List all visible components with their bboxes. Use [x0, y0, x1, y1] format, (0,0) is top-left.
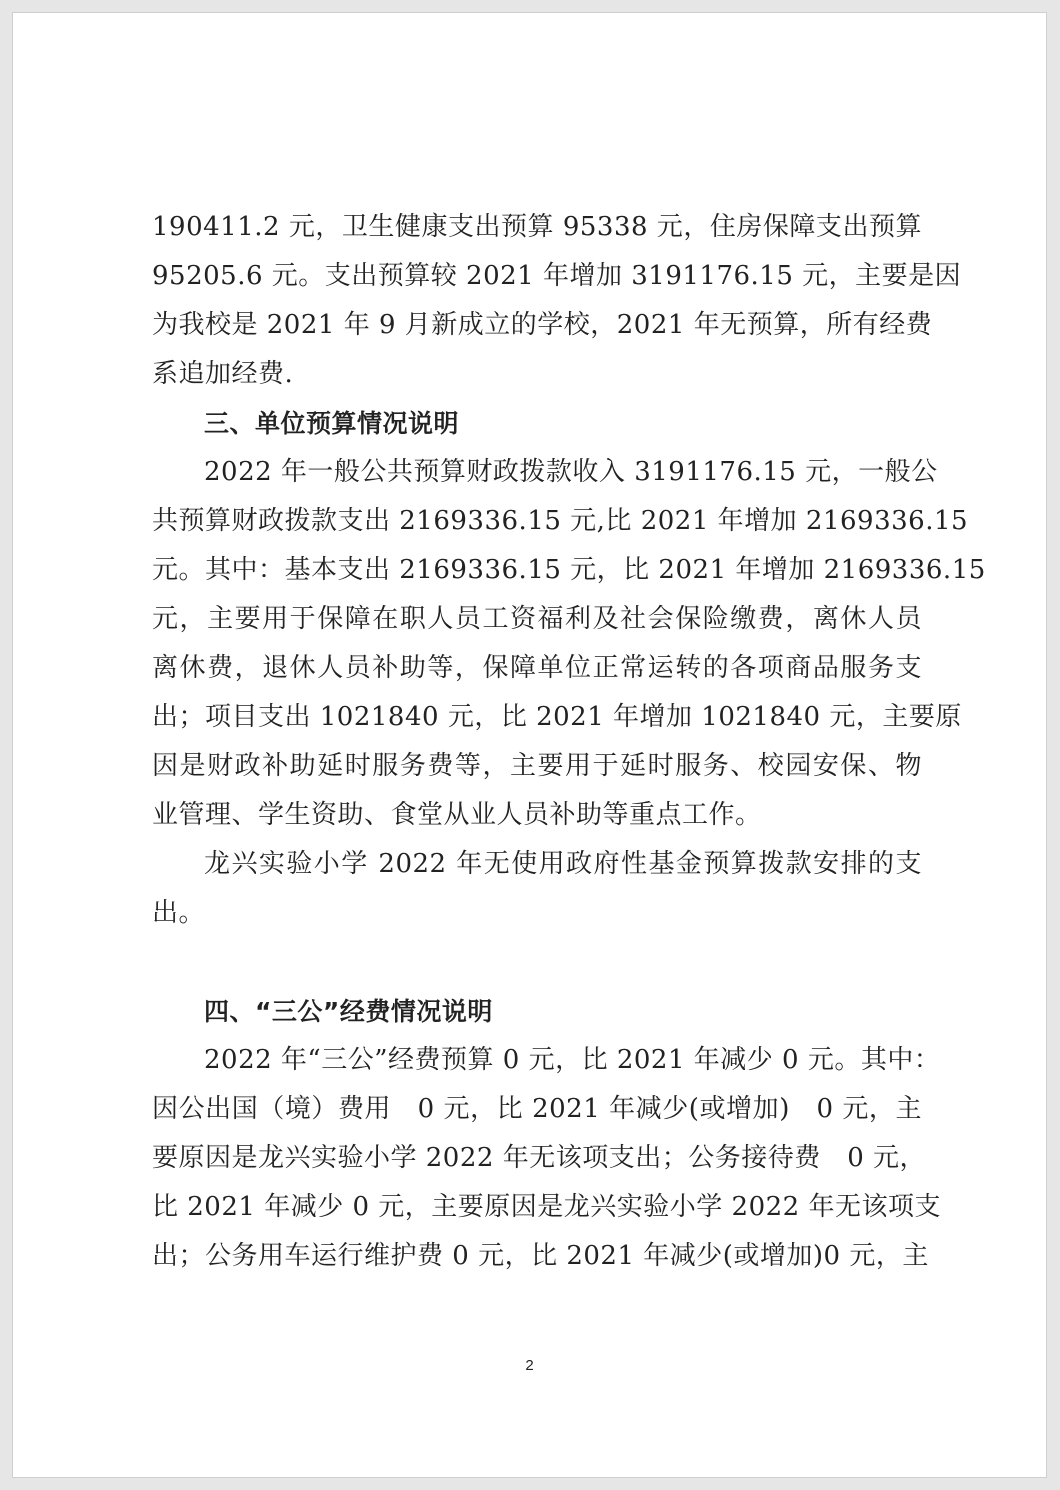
document-body [152, 203, 986, 1281]
page-number: 2 [525, 1357, 534, 1374]
section-3-heading: 三、单位预算情况说明 [204, 409, 460, 438]
text-line: 出。 [152, 898, 206, 928]
text-line: 比 2021 年减少 0 元，主要原因是龙兴实验小学 2022 年无该项支 [152, 1192, 941, 1222]
paragraph-spacer [152, 938, 922, 987]
paragraph-expenditure-summary [152, 203, 962, 399]
section-4-heading: 四、“三公”经费情况说明 [204, 997, 493, 1026]
paragraph-three-public-expenses [152, 1036, 941, 1281]
text-line: 业管理、学生资助、食堂从业人员补助等重点工作。 [152, 800, 762, 830]
text-line: 元，主要用于保障在职人员工资福利及社会保险缴费，离休人员 [152, 604, 922, 634]
text-line: 2022 年“三公”经费预算 0 元，比 2021 年减少 0 元。其中： [204, 1045, 941, 1075]
text-line: 2022 年一般公共预算财政拨款收入 3191176.15 元，一般公 [204, 457, 938, 487]
text-line: 元。其中：基本支出 2169336.15 元，比 2021 年增加 2169336.15 [152, 555, 986, 585]
text-line: 190411.2 元，卫生健康支出预算 95338 元，住房保障支出预算 [152, 212, 922, 242]
document-page [12, 12, 1047, 1478]
text-line: 系追加经费. [152, 359, 294, 389]
text-line: 共预算财政拨款支出 2169336.15 元,比 2021 年增加 2169336.15 [152, 506, 969, 536]
text-line: 龙兴实验小学 2022 年无使用政府性基金预算拨款安排的支 [204, 849, 922, 879]
text-line: 出；项目支出 1021840 元，比 2021 年增加 1021840 元，主要原 [152, 702, 962, 732]
paragraph-government-fund [152, 840, 922, 938]
text-line: 因是财政补助延时服务费等，主要用于延时服务、校园安保、物 [152, 751, 922, 781]
text-line: 95205.6 元。支出预算较 2021 年增加 3191176.15 元，主要是因 [152, 261, 962, 291]
text-line: 要原因是龙兴实验小学 2022 年无该项支出；公务接待费 0 元， [152, 1143, 927, 1173]
text-line: 出；公务用车运行维护费 0 元，比 2021 年减少(或增加)0 元，主 [152, 1241, 929, 1271]
text-line: 因公出国（境）费用 0 元，比 2021 年减少(或增加) 0 元，主 [152, 1094, 922, 1124]
text-line: 为我校是 2021 年 9 月新成立的学校，2021 年无预算，所有经费 [152, 310, 933, 340]
text-line: 离休费，退休人员补助等，保障单位正常运转的各项商品服务支 [152, 653, 922, 683]
paragraph-budget-details [152, 448, 986, 840]
